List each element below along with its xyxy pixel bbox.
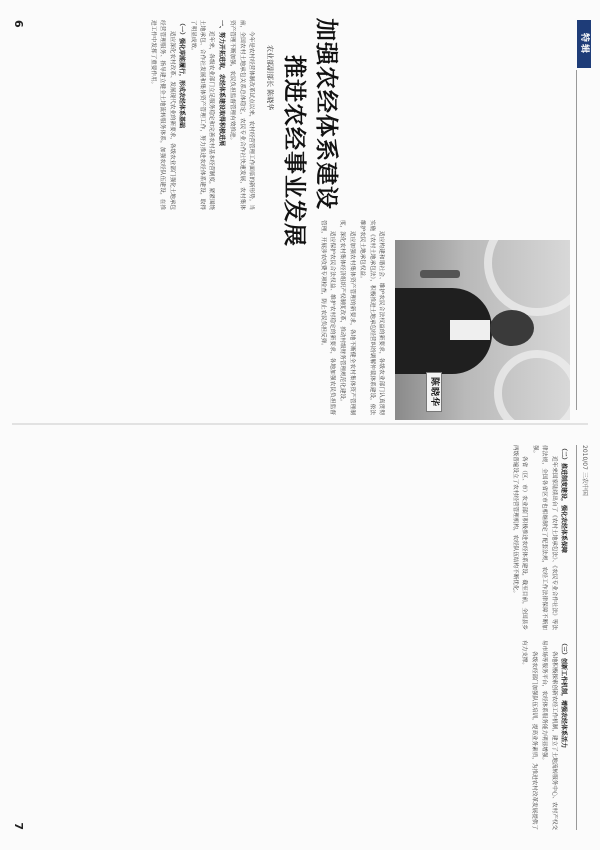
right-column-2 [20,640,568,830]
page-number-right: 7 [12,822,25,830]
body-paragraph: 适应深化农村改革、发展现代农业的新要求，各级农业部门强化土地承包经营管理服务、指导建立健全土地流转服务体系，加强农经队伍建设，在推进工作中发挥了重要作用。 [149,20,175,210]
section-tag: 特辑 [577,20,591,68]
body-paragraph: 适应加强农村集体资产管理的新要求，各地不断健全农村集体资产管理制度，深化农村集体经济组织产权制度改革，推动村级财务管理规范化建设。 [339,220,355,415]
left-column [20,20,255,210]
section-heading: （三）创新工作机制，增强农经体系活力 [560,640,567,749]
header-rule [576,70,577,410]
right-column-1 [20,445,568,630]
body-paragraph: 近年来，各级农业部门立足服务稳定和完善农村基本经营制度，紧紧围绕土地承包、合作社发展和集体资产管理工作，努力推进农经体系建设，取得了明显成效。 [189,20,215,210]
author-photo [395,240,570,420]
right-page [0,425,600,850]
body-paragraph: 各级农经部门加强队伍培训，提高业务素质，为推进农村改革发展提供了有力支撑。 [521,640,537,830]
section-heading: （二）推进制度建设，强化农经体系保障 [560,445,567,554]
article-title-line1: 加强农经体系建设 [313,18,340,210]
body-paragraph: 适应保护农民合法权益、维护农村稳定的新要求，各地加强农民负担监督管理，开展涉农收费专项检查，防止农民负担反弹。 [319,220,335,415]
body-paragraph: 各省（区、市）农业部门积极推进农经体系建设，截至目前，全国县乡两级普遍设立了农村经营管理机构，农经队伍结构不断优化。 [511,445,528,630]
section-heading: 一、努力开拓进取，农经体系建设取得积极进展 [217,20,225,147]
middle-column [20,220,385,415]
header-rule [576,445,577,830]
body-paragraph: 各地积极探索创新农经工作机制，建立了土地流转服务中心、农村产权交易市场等服务平台，农经体系服务能力明显增强。 [541,640,557,830]
intro-paragraph: 今年是农村经营体制改革试点以来，农村经营管理工作面临的新形势。当前，全国农村土地承包关系总体稳定，农民专业合作社快速发展，农村集体资产管理不断加强，农民负担监督管理有效推进。 [229,20,254,210]
photo-caption: 陈晓华 [426,372,442,412]
body-paragraph: 近年来国家陆续出台了《农村土地承包法》、《农民专业合作社法》等法律法规，全国各省区市也相继制定了配套法规，农经工作法律保障不断加强。 [531,445,557,630]
speaker-shirt [450,320,490,340]
article-author: 农业部副部长 陈晓华 [266,45,274,111]
speaker-head [490,310,534,346]
section-heading: （一）强化职能履行，形成农经体系基础 [178,20,186,129]
page-number-left: 6 [12,20,25,28]
body-paragraph: 适应构建和谐社会、维护农民合法权益的新要求，各级农业部门认真贯彻实施《农村土地承包法》，积极推进土地承包经营纠纷调解仲裁体系建设，依法维护农民土地承包权益。 [359,220,384,415]
article-title-line2: 推进农经事业发展 [281,55,308,247]
microphone [420,270,460,278]
issue-label: 2010/07 三农中国 [581,445,588,496]
